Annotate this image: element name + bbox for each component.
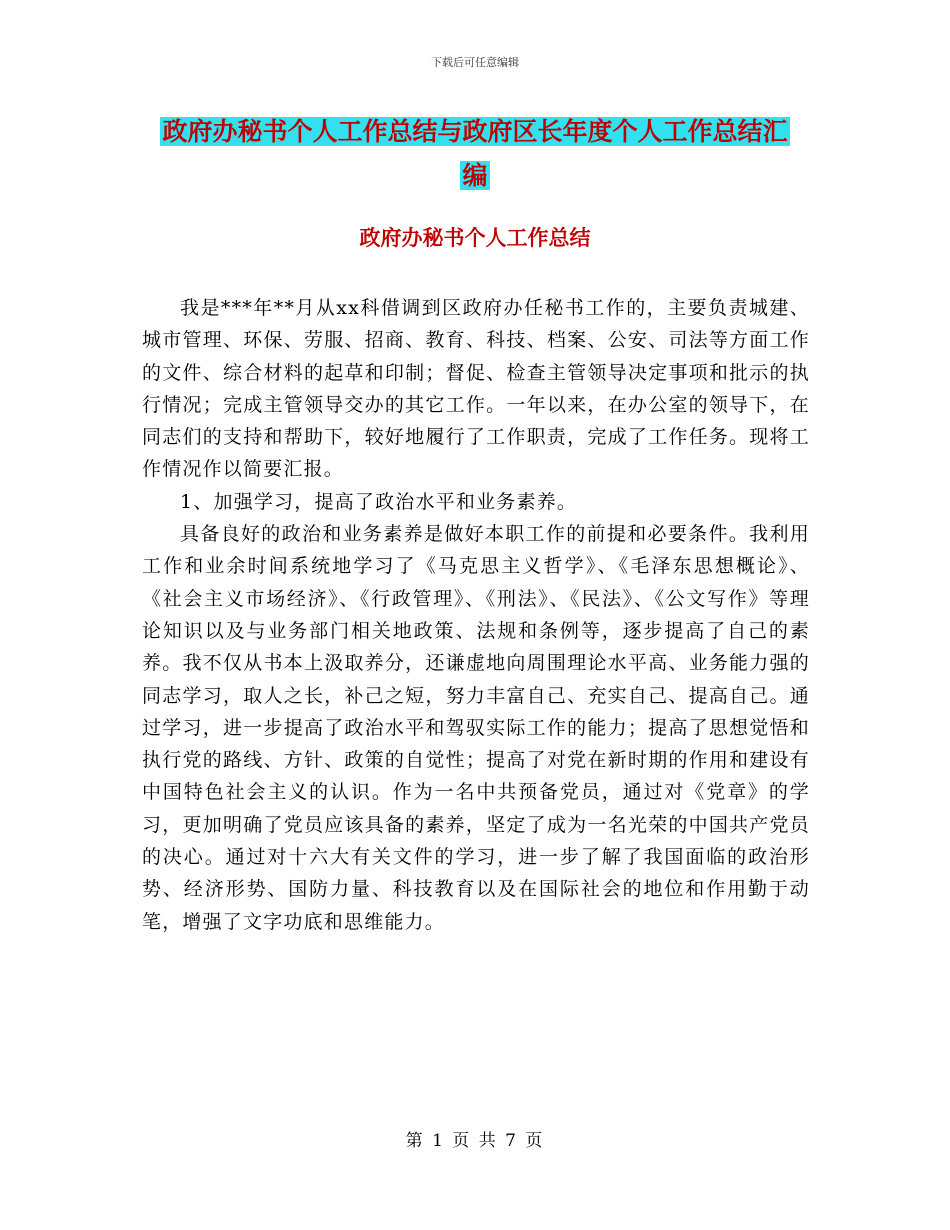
page-footer: 第 1 页 共 7 页 — [405, 1131, 545, 1151]
body-text — [142, 292, 810, 938]
paragraph-study: 具备良好的政治和业务素养是做好本职工作的前提和必要条件。我利用工作和业余时间系统地学习了《马克思主义哲学》、《毛泽东思想概论》、《社会主义市场经济》、《行政管理》、《刑法》、《民法》、《公文写作》等理论知识以及与业务部门相关地政策、法规和条例等，逐步提高了自己的素养。我不仅从书本上汲取养分，还谦虚地向周围理论水平高、业务能力强的同志学习，取人之长，补己之短，努力丰富自己、充实自己、提高自己。通过学习，进一步提高了政治水平和驾驭实际工作的能力；提高了思想觉悟和执行党的路线、方针、政策的自觉性；提高了对党在新时期的作用和建设有中国特色社会主义的认识。作为一名中共预备党员，通过对《党章》的学习，更加明确了党员应该具备的素养，坚定了成为一名光荣的中国共产党员的决心。通过对十六大有关文件的学习，进一步了解了我国面临的政治形势、经济形势、国防力量、科技教育以及在国际社会的地位和作用勤于动笔，增强了文字功底和思维能力。 — [142, 523, 810, 933]
paragraph-heading-1: 1、加强学习，提高了政治水平和业务素养。 — [180, 490, 578, 513]
document-title — [150, 110, 800, 198]
paragraph-intro: 我是***年**月从xx科借调到区政府办任秘书工作的，主要负责城建、城市管理、环保、劳服、招商、教育、科技、档案、公安、司法等方面工作的文件、综合材料的起草和印制；督促、检查主管领导决定事项和批示的执行情况；完成主管领导交办的其它工作。一年以来，在办公室的领导下，在同志们的支持和帮助下，较好地履行了工作职责，完成了工作任务。现将工作情况作以简要汇报。 — [142, 297, 810, 481]
document-title-text: 政府办秘书个人工作总结与政府区长年度个人工作总结汇编 — [162, 117, 788, 190]
header-note: 下载后可任意编辑 — [431, 56, 519, 69]
section-title: 政府办秘书个人工作总结 — [359, 226, 591, 250]
